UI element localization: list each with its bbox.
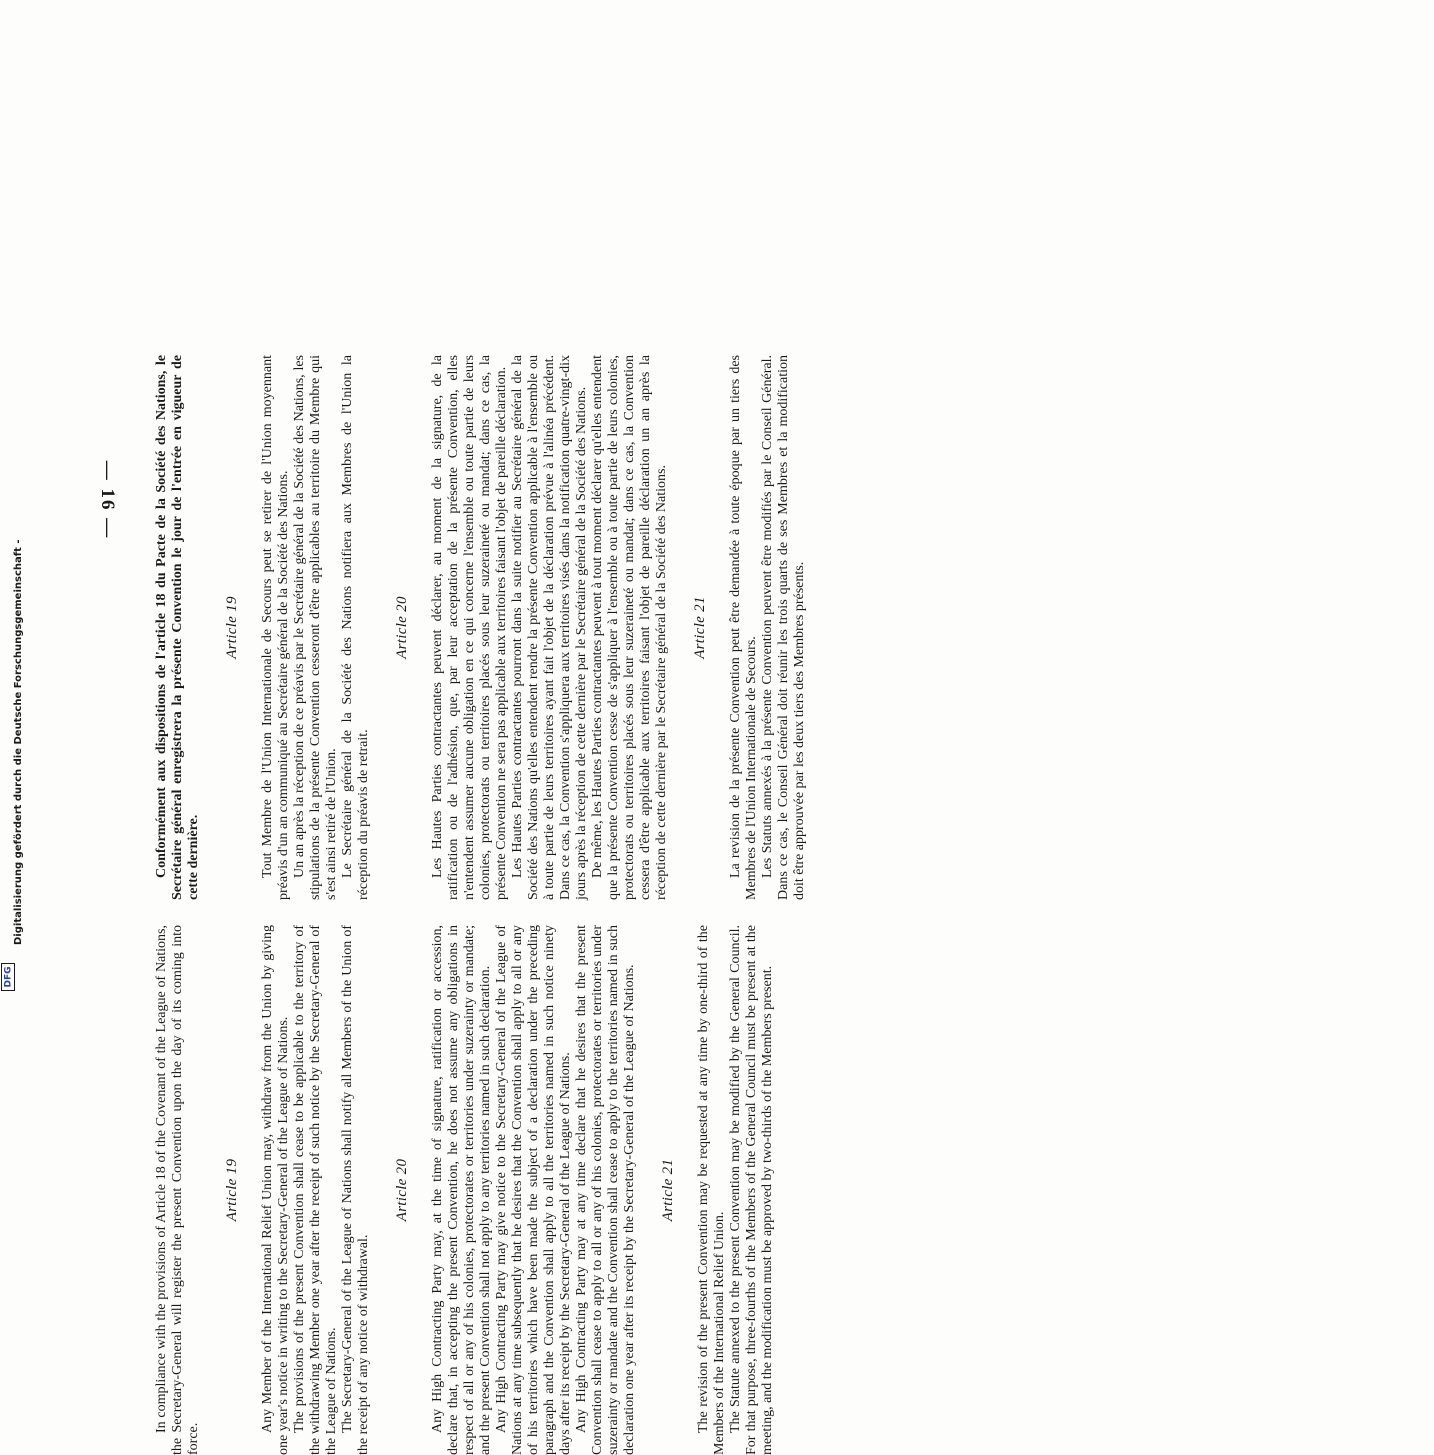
english-article-19-heading: Article 19	[224, 1158, 240, 1222]
french-article-19-para-1: Tout Membre de l'Union Internationale de Secours peut se retirer de l'Union moyennant préavis d'un an communiqué au Secrétaire général de la Société des Nations.	[260, 355, 291, 900]
french-article-21-para-2: Les Statuts annexés à la présente Convention peuvent être modifiés par le Conseil Général. Dans ce cas, le Conseil Général doit réunir les trois quarts de ses Membres et la modification doit être approuvée par les deux tiers des Membres présents.	[760, 355, 807, 900]
french-article-19-para-3: Le Secrétaire général de la Société des Nations notifiera aux Membres de l'Union la réception du préavis de retrait.	[340, 355, 371, 900]
french-article-19-para-2: Un an après la réception de ce préavis par le Secrétaire général de la Société des Nations, les stipulations de la présente Convention cesseront d'être applicables au territoire du Membre qui s'est ainsi retiré de l'Union.	[292, 355, 339, 900]
dfg-logo-text: DFG	[3, 966, 14, 988]
french-article-20-heading: Article 20	[394, 596, 410, 659]
english-article-19-para-2: The provisions of the present Convention shall cease to be applicable to the territory of the withdrawing Member one year after the receipt of such notice by the Secretary-General of the League of Nations.	[292, 925, 339, 1455]
english-article-21-heading: Article 21	[660, 1158, 676, 1222]
digitization-footer	[0, 0, 22, 1000]
english-article-19-para-3: The Secretary-General of the League of Nations shall notify all Members of the Union of the receipt of any notice of withdrawal.	[340, 925, 371, 1455]
english-article-20-para-3: Any High Contracting Party may at any time declare that he desires that the present Convention shall cease to apply to all or any of his colonies, protectorates or territories under suzerainty or mandate and the Convention shall cease to apply to the territories named in such declaration one year after its receipt by the Secretary-General of the League of Nations.	[574, 925, 637, 1455]
french-article-19-heading: Article 19	[224, 596, 240, 659]
english-article-20-para-2: Any High Contracting Party may give notice to the Secretary-General of the League of Nations at any time subsequently that he desires that the Convention shall apply to all or any of his territories which have been made the subject of a declaration under the preceding paragraph and the Convention shall apply to all the territories named in such notice ninety days after its receipt by the Secretary-General of the League of Nations.	[494, 925, 573, 1455]
english-article-20-heading: Article 20	[394, 1158, 410, 1222]
french-article-20-para-1: Les Hautes Parties contractantes peuvent déclarer, au moment de la signature, de la ratification ou de l'adhésion, que, par leur acceptation de la présente Convention, elles n'entendent assumer aucune obligation en ce qui concerne l'ensemble ou toute partie de leurs colonies, protectorats ou territoires placés sous leur suzeraineté ou mandat; dans ce cas, la présente Convention ne sera pas applicable aux territoires faisant l'objet de pareille déclaration.	[430, 355, 509, 900]
english-article-21-para-2: The Statute annexed to the present Convention may be modified by the General Council. For that purpose, three-fourths of the Members of the General Council must be present at the meeting, and the modification must be approved by two-thirds of the Members present.	[728, 925, 775, 1455]
page-number: — 16 —	[97, 460, 118, 540]
funding-credit: Digitalisierung gefördert durch die Deutsche Forschungsgemeinschaft -	[13, 539, 24, 945]
french-article-20-para-3: De même, les Hautes Parties contractantes peuvent à tout moment déclarer qu'elles entendent que la présente Convention cesse de s'appliquer à l'ensemble ou à toute partie de leurs colonies, protectorats ou territoires placés sous leur suzeraineté ou mandat; dans ce cas, la Convention cessera d'être applicable aux territoires faisant l'objet de pareille déclaration un an après la réception de cette dernière par le Secrétaire général de la Société des Nations.	[590, 355, 669, 900]
english-article-20-para-1: Any High Contracting Party may, at the time of signature, ratification or accession, declare that, in accepting the present Convention, he does not assume any obligations in respect of all or any of his colonies, protectorates or territories under suzerainty or mandate; and the present Convention shall not apply to any territories named in such declaration.	[430, 925, 493, 1455]
english-intro: In compliance with the provisions of Article 18 of the Covenant of the League of Nations, the Secretary-General will register the present Convention upon the day of its coming into force.	[154, 925, 201, 1455]
french-article-20-para-2: Les Hautes Parties contractantes pourront dans la suite notifier au Secrétaire général de la Société des Nations qu'elles entendent rendre la présente Convention applicable à l'ensemble ou à toute partie de leurs territoires ayant fait l'objet de la déclaration prévue à l'alinéa précédent. Dans ce cas, la Convention s'appliquera aux territoires visés dans la notification quatre-vingt-dix jours après la réception de cette dernière par le Secrétaire général de la Société des Nations.	[510, 355, 589, 900]
english-column	[154, 925, 776, 1455]
english-article-19-para-1: Any Member of the International Relief Union may, withdraw from the Union by giving one year's notice in writing to the Secretary-General of the League of Nations.	[260, 925, 291, 1455]
dfg-logo	[1, 963, 15, 991]
french-intro: Conformément aux dispositions de l'article 18 du Pacte de la Société des Nations, le Secrétaire général enregistrera la présente Convention le jour de l'entrée en vigueur de cette dernière.	[154, 355, 201, 900]
french-article-21-heading: Article 21	[692, 596, 708, 659]
french-article-21-para-1: La revision de la présente Convention peut être demandée à toute époque par un tiers des Membres de l'Union Internationale de Secours.	[728, 355, 759, 900]
french-column	[154, 355, 808, 900]
english-article-21-para-1: The revision of the present Convention may be requested at any time by one-third of the Members of the International Relief Union.	[696, 925, 727, 1455]
